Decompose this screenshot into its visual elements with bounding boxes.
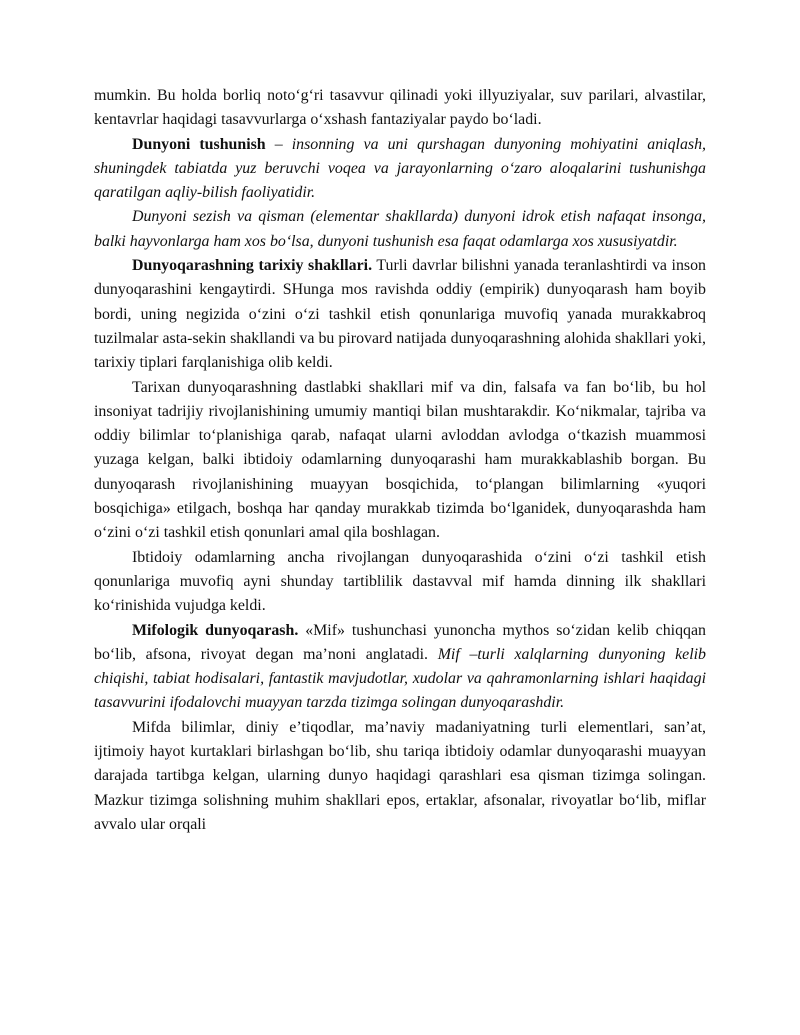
paragraph-5-text: Tarixan dunyoqarashning dastlabki shakllari mif va din, falsafa va fan bo‘lib, bu hol insoniyat tadrijiy rivojlanishining umumiy mantiqi bilan mushtarakdir. Ko‘nikmalar, tajriba va oddiy bilimlar to‘planishiga qarab, nafaqat ularni avloddan avlodga o‘tkazish muammosi yuzaga kelgan, balki ibtidoiy odamlarning dunyoqarashi ham murakkablashib borgan. Bu dunyoqarash rivojlanishining muayyan bosqichida, to‘plangan bilimlarning «yuqori bosqichiga» etilgach, boshqa har qanday murakkab tizimda bo‘lganidek, dunyoqarashda ham o‘zini o‘zi tashkil etish qonunlari amal qila boshlagan.	[94, 378, 706, 542]
document-page	[94, 84, 706, 837]
paragraph-7-text: «Mif» tushunchasi yunoncha mythos so‘zidan kelib chiqqan bo‘lib, afsona, rivoyat degan ma’noni anglatadi.	[94, 621, 706, 663]
paragraph-1	[94, 84, 706, 133]
paragraph-8-text: Mifda bilimlar, diniy e’tiqodlar, ma’naviy madaniyatning turli elementlari, san’at, ijtimoiy hayot kurtaklari birlashgan bo‘lib, shu tariqa ibtidoiy odamlar dunyoqarashi muayyan darajada tartibga kelgan, ularning dunyo haqidagi qarashlari esa qisman tizimga solingan. Mazkur tizimga solishning muhim shakllari epos, ertaklar, afsonalar, rivoyatlar bo‘lib, miflar avvalo ular orqali	[94, 718, 706, 833]
paragraph-5	[94, 376, 706, 546]
paragraph-4-text: Turli davrlar bilishni yanada teranlashtirdi va inson dunyoqarashini kengaytirdi. SHunga mos ravishda oddiy (empirik) dunyoqarash ham boyib bordi, uning negizida o‘zini o‘zi tashkil etish qonunlariga muvofiq yanada murakkabroq tuzilmalar asta-sekin shakllandi va bu pirovard natijada dunyoqarashning alohida shakllari yoki, tarixiy tiplari farqlanishiga olib keldi.	[94, 257, 706, 372]
term-dunyoni-tushunish: Dunyoni tushunish	[132, 135, 266, 153]
definition-mif: Mif –turli xalqlarning dunyoning kelib chiqishi, tabiat hodisalari, fantastik mavjudotlar, xudolar va qahramonlarning ishlari haqidagi tasavvurini ifodalovchi muayyan tarzda tizimga solingan dunyoqarashdir.	[94, 645, 706, 712]
paragraph-3	[94, 205, 706, 254]
paragraph-1-text: mumkin. Bu holda borliq noto‘g‘ri tasavvur qilinadi yoki illyuziyalar, suv parilari, alvastilar, kentavrlar haqidagi tasavvurlarga o‘xshash fantaziyalar paydo bo‘ladi.	[94, 87, 706, 129]
section-heading-historical-forms: Dunyoqarashning tarixiy shakllari.	[132, 257, 373, 275]
paragraph-8	[94, 716, 706, 837]
paragraph-6-text: Ibtidoiy odamlarning ancha rivojlangan dunyoqarashida o‘zini o‘zi tashkil etish qonunlariga muvofiq ayni shunday tartiblilik dastavval mif hamda dinning ilk shakllari ko‘rinishida vujudga keldi.	[94, 548, 706, 615]
paragraph-4	[94, 254, 706, 375]
paragraph-3-text: Dunyoni sezish va qisman (elementar shakllarda) dunyoni idrok etish nafaqat insonga, balki hayvonlarga ham xos bo‘lsa, dunyoni tushunish esa faqat odamlarga xos xususiyatdir.	[94, 208, 706, 250]
paragraph-6	[94, 546, 706, 619]
paragraph-7	[94, 619, 706, 716]
definition-dunyoni-tushunish: – insonning va uni qurshagan dunyoning mohiyatini aniqlash, shuningdek tabiatda yuz beruvchi voqea va jarayonlarning o‘zaro aloqalarini tushunishga qaratilgan aqliy-bilish faoliyatidir.	[94, 135, 706, 202]
section-heading-mythological: Mifologik dunyoqarash.	[132, 621, 299, 639]
paragraph-2	[94, 133, 706, 206]
